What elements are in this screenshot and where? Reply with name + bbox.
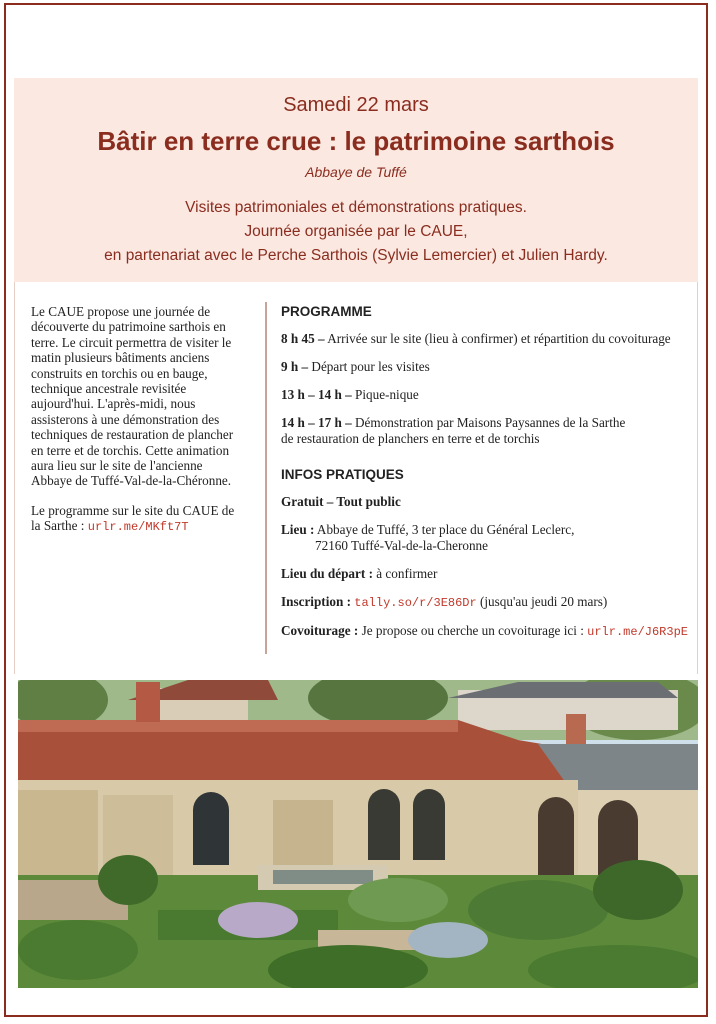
column-divider	[265, 302, 267, 654]
covoiturage-link[interactable]: urlr.me/J6R3pE	[587, 625, 688, 639]
programme-text: Arrivée sur le site (lieu à confirmer) et répartition du covoiturage	[327, 331, 671, 346]
programme-text-continued: de restauration de planchers en terre et de torchis	[281, 431, 540, 446]
programme-item	[281, 387, 689, 403]
event-date: Samedi 22 mars	[283, 94, 429, 116]
description-column	[31, 304, 241, 550]
inscription-label: Inscription :	[281, 594, 351, 609]
inscription-link[interactable]: tally.so/r/3E86Dr	[354, 596, 477, 610]
infos-heading: INFOS PRATIQUES	[281, 467, 404, 482]
programme-item	[281, 359, 689, 375]
content-section	[14, 282, 698, 674]
inscription-note: (jusqu'au jeudi 20 mars)	[480, 594, 608, 609]
programme-text: Départ pour les visites	[311, 359, 430, 374]
abbey-photo	[18, 680, 698, 988]
programme-link-text: Le programme sur le site du CAUE de la Sarthe :	[31, 502, 235, 534]
public-text: Gratuit – Tout public	[281, 494, 401, 509]
event-header	[14, 78, 698, 282]
programme-link[interactable]: urlr.me/MKft7T	[87, 520, 189, 535]
description-paragraph: Le CAUE propose une journée de découverte du patrimoine sarthois en terre. Le circuit permettra de visiter le matin plusieurs bâtiments anciens construits en torchis ou en bauge, technique ancestrale revisitée aujourd'hui. L'après-midi, nous assisterons à une démonstration des techniques de restauration de plancher en terre et de torchis. Cette animation aura lieu sur le site de l'ancienne Abbaye de Tuffé-Val-de-la-Chéronne.	[31, 304, 234, 489]
programme-text: Pique-nique	[355, 387, 419, 402]
infos-lieu	[281, 522, 689, 554]
intro-line: en partenariat avec le Perche Sarthois (Sylvie Lemercier) et Julien Hardy.	[104, 247, 608, 264]
lieu-line2: 72160 Tuffé-Val-de-la-Cheronne	[315, 538, 488, 553]
programme-link-block	[31, 503, 241, 536]
programme-heading: PROGRAMME	[281, 304, 372, 319]
programme-time: 13 h – 14 h –	[281, 387, 352, 402]
depart-value: à confirmer	[376, 566, 438, 581]
event-title: Bâtir en terre crue : le patrimoine sarthois	[97, 126, 615, 156]
event-venue: Abbaye de Tuffé	[305, 164, 407, 180]
lieu-line1: Abbaye de Tuffé, 3 ter place du Général Leclerc,	[316, 522, 575, 537]
programme-text: Démonstration par Maisons Paysannes de la Sarthe	[355, 415, 626, 430]
infos-inscription	[281, 594, 689, 611]
infos-covoiturage	[281, 623, 689, 640]
depart-label: Lieu du départ :	[281, 566, 373, 581]
covoiturage-text: Je propose ou cherche un covoiturage ici :	[361, 623, 584, 638]
infos-depart	[281, 566, 689, 582]
covoiturage-label: Covoiturage :	[281, 623, 359, 638]
event-intro	[14, 196, 698, 268]
programme-item	[281, 415, 689, 447]
intro-line: Journée organisée par le CAUE,	[244, 223, 468, 240]
programme-time: 9 h –	[281, 359, 309, 374]
programme-time: 8 h 45 –	[281, 331, 325, 346]
programme-item	[281, 331, 689, 347]
intro-line: Visites patrimoniales et démonstrations pratiques.	[185, 199, 527, 216]
infos-public	[281, 494, 689, 510]
programme-time: 14 h – 17 h –	[281, 415, 352, 430]
lieu-label: Lieu :	[281, 522, 315, 537]
details-column	[281, 304, 689, 652]
